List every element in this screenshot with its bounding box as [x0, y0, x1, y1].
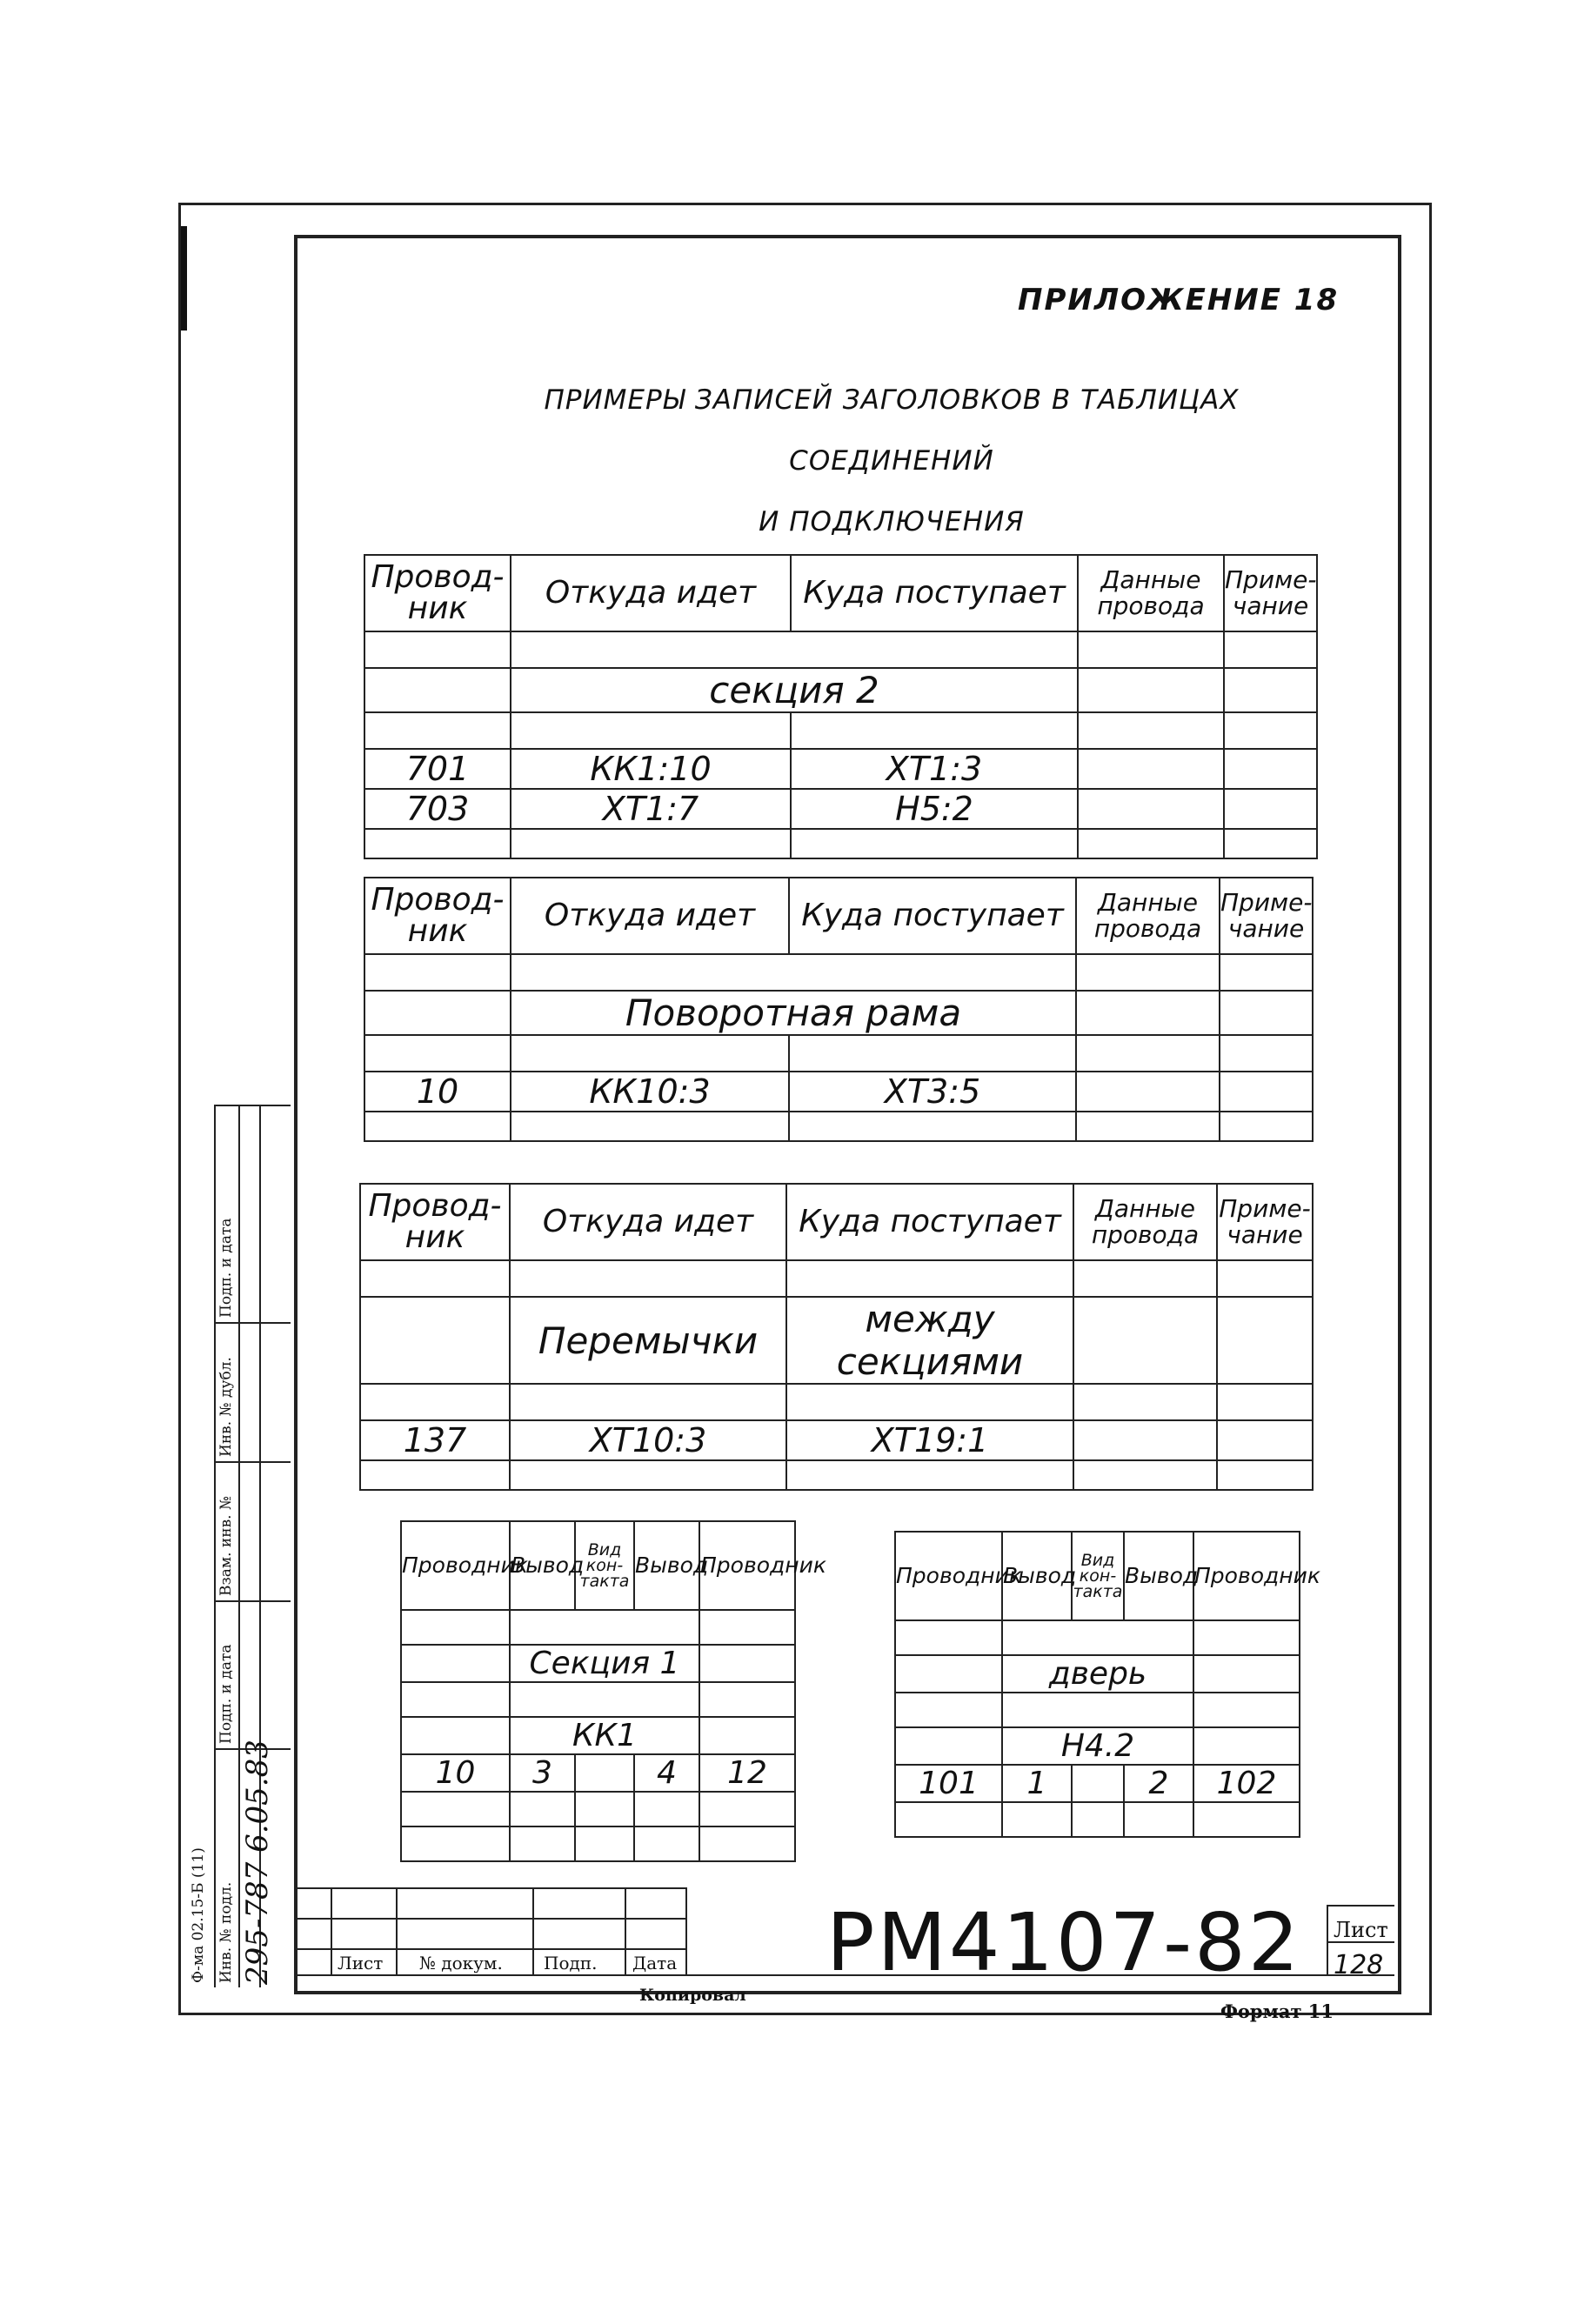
table-row: [401, 1754, 795, 1792]
section-row: [364, 668, 1317, 712]
cell-wire: 10: [401, 1754, 510, 1792]
table-row: [360, 1460, 1313, 1490]
cell-wire: 102: [1193, 1765, 1300, 1802]
header-from: Откуда идет: [511, 555, 791, 631]
table-row: [401, 1610, 795, 1645]
format-label: Формат 11: [1220, 2000, 1334, 2022]
title-block-divider: [685, 1887, 687, 1974]
device-row: [401, 1717, 795, 1754]
header-wire: Проводник: [1193, 1532, 1300, 1620]
section-title: секция 2: [511, 668, 1078, 712]
header-wire: Провод-ник: [364, 555, 511, 631]
table-row: [401, 1682, 795, 1717]
section-title-left: Перемычки: [510, 1297, 786, 1384]
header-note: Приме-чание: [1220, 878, 1313, 954]
cell-contact-type: [575, 1754, 634, 1792]
header-terminal: Вывод: [1002, 1532, 1072, 1620]
title-block-divider: [1327, 1905, 1328, 1974]
table-row: [360, 1260, 1313, 1297]
table-header-row: [895, 1532, 1300, 1620]
col-label-doc-number: № докум.: [419, 1953, 503, 1973]
appendix-label: ПРИЛОЖЕНИЕ 18: [1018, 283, 1340, 317]
header-terminal: Вывод: [634, 1521, 699, 1610]
cell-to: ХТ3:5: [789, 1072, 1076, 1112]
table-row: [401, 1826, 795, 1861]
cell-to: ХТ1:3: [791, 749, 1078, 789]
table-row: [364, 1072, 1313, 1112]
header-wire: Проводник: [401, 1521, 510, 1610]
table-header-row: [364, 878, 1313, 954]
header-wire-data: Данные провода: [1076, 878, 1220, 954]
header-to: Куда поступает: [791, 555, 1078, 631]
section-title: Поворотная рама: [511, 991, 1076, 1035]
section-row: [401, 1645, 795, 1682]
table-header-row: [364, 555, 1317, 631]
table-row: [364, 954, 1313, 991]
title-block-divider: [331, 1887, 332, 1974]
header-note: Приме-чание: [1224, 555, 1317, 631]
cell-terminal: 3: [510, 1754, 575, 1792]
binding-mark: [181, 226, 187, 331]
cell-from: КК1:10: [511, 749, 791, 789]
header-wire: Проводник: [699, 1521, 795, 1610]
header-wire: Проводник: [895, 1532, 1002, 1620]
cell-note: [1224, 789, 1317, 829]
table-row: [360, 1420, 1313, 1460]
table-row: [364, 1112, 1313, 1141]
side-label-inv-original: Инв. № подл.: [217, 1881, 235, 1983]
connection-table-3: [359, 1183, 1314, 1491]
col-label-signature: Подп.: [544, 1953, 598, 1973]
side-stamp-line: [214, 1322, 291, 1324]
cell-from: КК10:3: [511, 1072, 789, 1112]
header-wire: Провод-ник: [360, 1184, 510, 1260]
cell-to: ХТ19:1: [786, 1420, 1073, 1460]
cell-terminal: 1: [1002, 1765, 1072, 1802]
cell-to: Н5:2: [791, 789, 1078, 829]
sheet-number: 128: [1334, 1950, 1384, 1980]
col-label-sheet: Лист: [338, 1953, 384, 1973]
connection-table-2: [364, 877, 1314, 1142]
title-block-top-line: [294, 1887, 685, 1889]
table-row: [360, 1384, 1313, 1420]
side-stamp-line: [214, 1105, 216, 1987]
header-wire-data: Данные провода: [1073, 1184, 1217, 1260]
header-from: Откуда идет: [510, 1184, 786, 1260]
cell-wire-data: [1078, 749, 1224, 789]
title-line-2: И ПОДКЛЮЧЕНИЯ: [759, 506, 1025, 538]
side-label-sign-date-2: Подп. и дата: [217, 1218, 235, 1318]
table-row: [364, 829, 1317, 858]
document-code: РМ4107-82: [826, 1896, 1302, 1989]
table-row: [364, 631, 1317, 668]
col-label-date: Дата: [632, 1953, 678, 1973]
table-header-row: [360, 1184, 1313, 1260]
table-row: [364, 712, 1317, 749]
title-line-1: ПРИМЕРЫ ЗАПИСЕЙ ЗАГОЛОВКОВ В ТАБЛИЦАХ СОЕДИНЕНИЙ: [544, 384, 1240, 477]
cell-from: ХТ10:3: [510, 1420, 786, 1460]
cell-wire-data: [1073, 1420, 1217, 1460]
page-title: [452, 370, 1331, 552]
terminal-table-right: [894, 1531, 1320, 1838]
table-row: [895, 1693, 1300, 1727]
table-row: [895, 1802, 1300, 1837]
header-terminal: Вывод: [1124, 1532, 1193, 1620]
title-block-divider: [396, 1887, 398, 1974]
header-note: Приме-чание: [1217, 1184, 1313, 1260]
cell-terminal: 2: [1124, 1765, 1193, 1802]
sheet-box-top: [1327, 1905, 1394, 1907]
side-handwritten-inventory: 295-787 6.05.83: [240, 1740, 275, 1985]
copied-label: Копировал: [639, 1986, 746, 2005]
side-stamp: [190, 1105, 291, 1987]
sheet-label: Лист: [1334, 1918, 1388, 1942]
header-to: Куда поступает: [786, 1184, 1073, 1260]
connection-table-1: [364, 554, 1318, 859]
section-row: [895, 1655, 1300, 1693]
header-from: Откуда идет: [511, 878, 789, 954]
side-stamp-line: [214, 1600, 291, 1602]
table-row: [895, 1620, 1300, 1655]
title-block-divider: [625, 1887, 626, 1974]
table-row: [364, 1035, 1313, 1072]
table-row: [401, 1792, 795, 1826]
cell-from: ХТ1:7: [511, 789, 791, 829]
terminal-table-left: [400, 1520, 826, 1862]
side-label-sign-date-1: Подп. и дата: [217, 1644, 235, 1744]
cell-note: [1224, 749, 1317, 789]
header-wire-data: Данные провода: [1078, 555, 1224, 631]
title-block-mid-line: [294, 1918, 685, 1920]
section-title: Секция 1: [510, 1645, 699, 1682]
cell-wire-data: [1076, 1072, 1220, 1112]
section-title-right: между секциями: [786, 1297, 1073, 1384]
header-to: Куда поступает: [789, 878, 1076, 954]
table-row: [895, 1765, 1300, 1802]
side-label-inv-duplicate: Инв. № дубл.: [217, 1357, 235, 1457]
device-label: КК1: [510, 1717, 699, 1754]
header-contact-type: Вид кон-такта: [575, 1521, 634, 1610]
cell-wire: 701: [364, 749, 511, 789]
side-stamp-line: [214, 1105, 291, 1106]
cell-wire: 10: [364, 1072, 511, 1112]
cell-contact-type: [1072, 1765, 1124, 1802]
cell-wire: 703: [364, 789, 511, 829]
title-block-divider: [532, 1887, 534, 1974]
cell-wire: 137: [360, 1420, 510, 1460]
cell-note: [1217, 1420, 1313, 1460]
title-block-mid-line: [294, 1948, 685, 1950]
table-row: [364, 749, 1317, 789]
side-label-replaces-inv: Взам. инв. №: [217, 1495, 235, 1596]
cell-wire: 101: [895, 1765, 1002, 1802]
table-header-row: [401, 1521, 795, 1610]
device-row: [895, 1727, 1300, 1765]
cell-terminal: 4: [634, 1754, 699, 1792]
section-title: дверь: [1002, 1655, 1193, 1693]
cell-wire: 12: [699, 1754, 795, 1792]
cell-note: [1220, 1072, 1313, 1112]
cell-wire-data: [1078, 789, 1224, 829]
header-wire: Провод-ник: [364, 878, 511, 954]
side-form-note: Ф-ма 02.15-Б (11): [190, 1847, 207, 1983]
side-stamp-line: [214, 1461, 291, 1463]
section-row: [364, 991, 1313, 1035]
header-contact-type: Вид кон-такта: [1072, 1532, 1124, 1620]
table-row: [364, 789, 1317, 829]
device-label: Н4.2: [1002, 1727, 1193, 1765]
section-row: [360, 1297, 1313, 1384]
header-terminal: Вывод: [510, 1521, 575, 1610]
